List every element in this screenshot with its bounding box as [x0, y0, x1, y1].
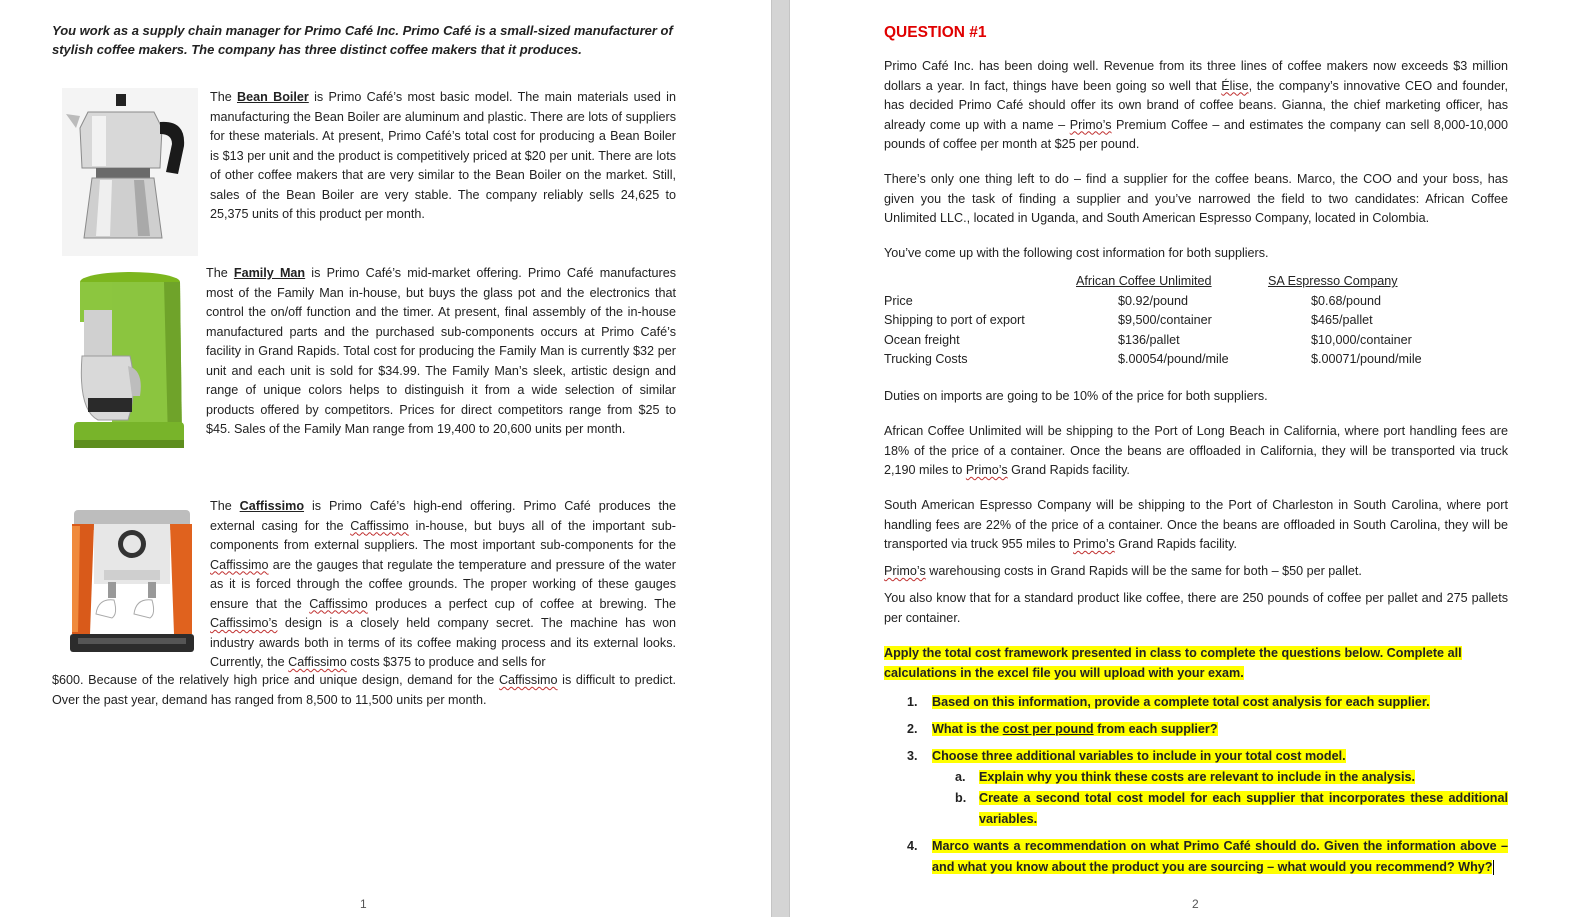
paragraph-duties: Duties on imports are going to be 10% of the price for both suppliers.	[884, 389, 1268, 403]
page-number: 2	[1192, 897, 1199, 911]
document-page-2: QUESTION #1 Primo Café Inc. has been doing well. Revenue from its three lines of coffee makers now exceeds $3 million dollars a year. In fact, things have been going so well that Élise, the company’s innovative CEO and founder, has decided Primo Café should offer its own brand of coffee beans. Gianna, the chief marketing officer, has already come up with a name – Primo’s Premium Coffee – and estimates the company can sell 8,000-10,000 pounds of coffee per month at $25 per pound. There’s only one thing left to do – find a supplier for the coffee beans. Marco, the COO and your boss, has given you the task of finding a supplier and you’ve narrowed the field to two candidates: African Coffee Unlimited LLC., located in Uganda, and South American Espresso Company, located in Colombia. You’ve come up with the following cost information for both suppliers. African Coffee Unlimited SA Espresso Company Price $0.92/pound $0.68/pound Shipping to port of export $9,500/container $465/pallet Ocean freight $136/pallet $10,000/container Trucking Costs $.00054/pound/mile $.00071/pound/mile Duties on imports are going to be 10% of the price for both suppliers. African Coffee Unlimited will be shipping to the Port of Long Beach in California, where port handling fees are 18% of the price of a container. Once the beans are offloaded in California, they will be transported via truck 2,190 miles to Primo’s Grand Rapids facility. South American Espresso Company will be shipping to the Port of Charleston in South Carolina, where port handling fees are 22% of the price of a container. Once the beans are offloaded in South Carolina, they will be transported via truck 955 miles to Primo’s Grand Rapids facility. Primo’s warehousing costs in Grand Rapids will be the same for both – $50 per pallet. You also know that for a standard product like coffee, there are 250 pounds of coffee per pallet and 275 pallets per container. Apply the total cost framework presented in class to complete the questions below. Complete all calculations in the excel file you will upload with your exam. 1. Based on this information, provide a complete total cost analysis for each supplier. 2. What is the cost per pound from each supplier? 3. Choose three additional variables to include in your total cost model. a. Explain why you think these costs are relevant to include in the analysis. b. Create a second total cost model for each supplier that incorporates these additional variables. 4. Marco wants a recommendation on what Primo Café should do. Given the information above – and what you know about the product you are sourcing – what would you recommend? Why? 2	[790, 0, 1569, 917]
intro-paragraph: You work as a supply chain manager for Primo Café Inc. Primo Café is a small-sized manufacturer of stylish coffee makers. The company has three distinct coffee makers that it produces.	[52, 23, 673, 57]
family-man-image	[68, 270, 188, 456]
bean-boiler-paragraph: The Bean Boiler is Primo Café’s most basic model. The main materials used in manufacturing the Bean Boiler are aluminum and plastic. There are lots of suppliers for these materials. At present, Primo Café’s total cost for producing a Bean Boiler is $13 per unit and the product is competitively priced at $20 per unit. There are lots of other coffee makers that are very similar to the Bean Boiler on the market. Still, sales of the Bean Boiler are very stable. The company reliably sells 24,625 to 25,375 units of this product per month.	[210, 90, 676, 221]
table-cell: Price	[884, 293, 913, 308]
table-cell: $.00054/pound/mile	[1118, 352, 1229, 366]
table-cell: $0.68/pound	[1311, 293, 1382, 308]
table-cell: $136/pallet	[1118, 332, 1180, 347]
page-number: 1	[360, 897, 367, 911]
question-title: QUESTION #1	[884, 24, 987, 41]
table-row	[884, 331, 1508, 351]
text-cursor	[1493, 860, 1494, 875]
table-header: African Coffee Unlimited	[1076, 274, 1212, 288]
paragraph-revenue: Primo Café Inc. has been doing well. Revenue from its three lines of coffee makers now exceeds $3 million dollars a year. In fact, things have been going so well that Élise, the company’s innovative CEO and founder, has decided Primo Café should offer its own brand of coffee beans. Gianna, the chief marketing officer, has already come up with a name – Primo’s Premium Coffee – and estimates the company can sell 8,000-10,000 pounds of coffee per month at $25 per pound.	[884, 59, 1508, 151]
paragraph-warehousing: Primo’s warehousing costs in Grand Rapids will be the same for both – $50 per pallet.	[884, 564, 1362, 578]
paragraph-supplier-task: There’s only one thing left to do – find a supplier for the coffee beans. Marco, the COO and your boss, has given you the task of finding a supplier and you’ve narrowed the field to two candidates: African Coffee Unlimited LLC., located in Uganda, and South American Espresso Company, located in Colombia.	[884, 172, 1508, 225]
table-cell: $.00071/pound/mile	[1311, 352, 1422, 366]
family-man-paragraph: The Family Man is Primo Café’s mid-market offering. Primo Café manufactures most of the Family Man in-house, but buys the glass pot and the electronics that control the on/off function and the timer. At present, final assembly of the in-house manufactured parts and the purchased sub-components occurs at Primo Café’s facility in Grand Rapids. Total cost for producing the Family Man is currently $32 per unit and each unit is sold for $34.99. The Family Man’s sleek, artistic design and range of unique colors helps to distinguish it from a wide selection of similar products offered by competitors. Prices for direct competitors range from $25 to $45. Sales of the Family Man range from 19,400 to 20,600 units per month.	[206, 266, 676, 436]
table-cell: $0.92/pound	[1118, 293, 1189, 308]
bean-boiler-name: Bean Boiler	[237, 90, 309, 104]
paragraph-pallets: You also know that for a standard product like coffee, there are 250 pounds of coffee per pallet and 275 pallets per container.	[884, 591, 1508, 625]
table-cell: Ocean freight	[884, 332, 960, 347]
document-page-1	[0, 0, 771, 917]
family-man-name: Family Man	[233, 266, 306, 280]
bean-boiler-image	[62, 88, 198, 256]
table-row	[884, 350, 1508, 370]
paragraph-sa-shipping: South American Espresso Company will be shipping to the Port of Charleston in South Carolina, where port handling fees are 22% of the price of a container. Once the beans are offloaded in South Carolina, they will be transported via truck 955 miles to Primo’s Grand Rapids facility.	[884, 498, 1508, 551]
table-header-row	[884, 272, 1508, 292]
instruction-paragraph: Apply the total cost framework presented in class to complete the questions below. Complete all calculations in the excel file you will upload with your exam.	[884, 646, 1462, 680]
caffissimo-name: Caffissimo	[239, 499, 305, 513]
table-header: SA Espresso Company	[1268, 274, 1398, 288]
table-row	[884, 311, 1508, 331]
caffissimo-paragraph-bottom: $600. Because of the relatively high price and unique design, demand for the Caffissimo is difficult to predict. Over the past year, demand has ranged from 8,500 to 11,500 units per month.	[52, 673, 676, 707]
cost-table	[884, 272, 1508, 370]
table-cell: Shipping to port of export	[884, 313, 1025, 327]
page-gutter	[771, 0, 790, 917]
table-cell: $465/pallet	[1311, 313, 1373, 327]
table-cell: Trucking Costs	[884, 352, 968, 366]
paragraph-cost-info: You’ve come up with the following cost information for both suppliers.	[884, 246, 1269, 260]
table-row	[884, 292, 1508, 312]
caffissimo-paragraph-top: The Caffissimo is Primo Café’s high-end offering. Primo Café produces the external casing for the Caffissimo in-house, but buys all of the important sub-components from external suppliers. The most important sub-components for the Caffissimo are the gauges that regulate the temperature and pressure of the water as it is forced through the coffee grounds. The proper working of these gauges ensure that the Caffissimo produces a perfect cup of coffee at brewing. The Caffissimo’s design is a closely held company secret. The machine has won industry awards both in terms of its coffee making process and its external looks. Currently, the Caffissimo costs $375 to produce and sells for	[210, 499, 676, 669]
table-cell: $9,500/container	[1118, 313, 1212, 327]
paragraph-african-shipping: African Coffee Unlimited will be shipping to the Port of Long Beach in California, where port handling fees are 18% of the price of a container. Once the beans are offloaded in California, they will be transported via truck 2,190 miles to Primo’s Grand Rapids facility.	[884, 424, 1508, 477]
caffissimo-image	[68, 506, 196, 658]
table-cell: $10,000/container	[1311, 332, 1412, 347]
